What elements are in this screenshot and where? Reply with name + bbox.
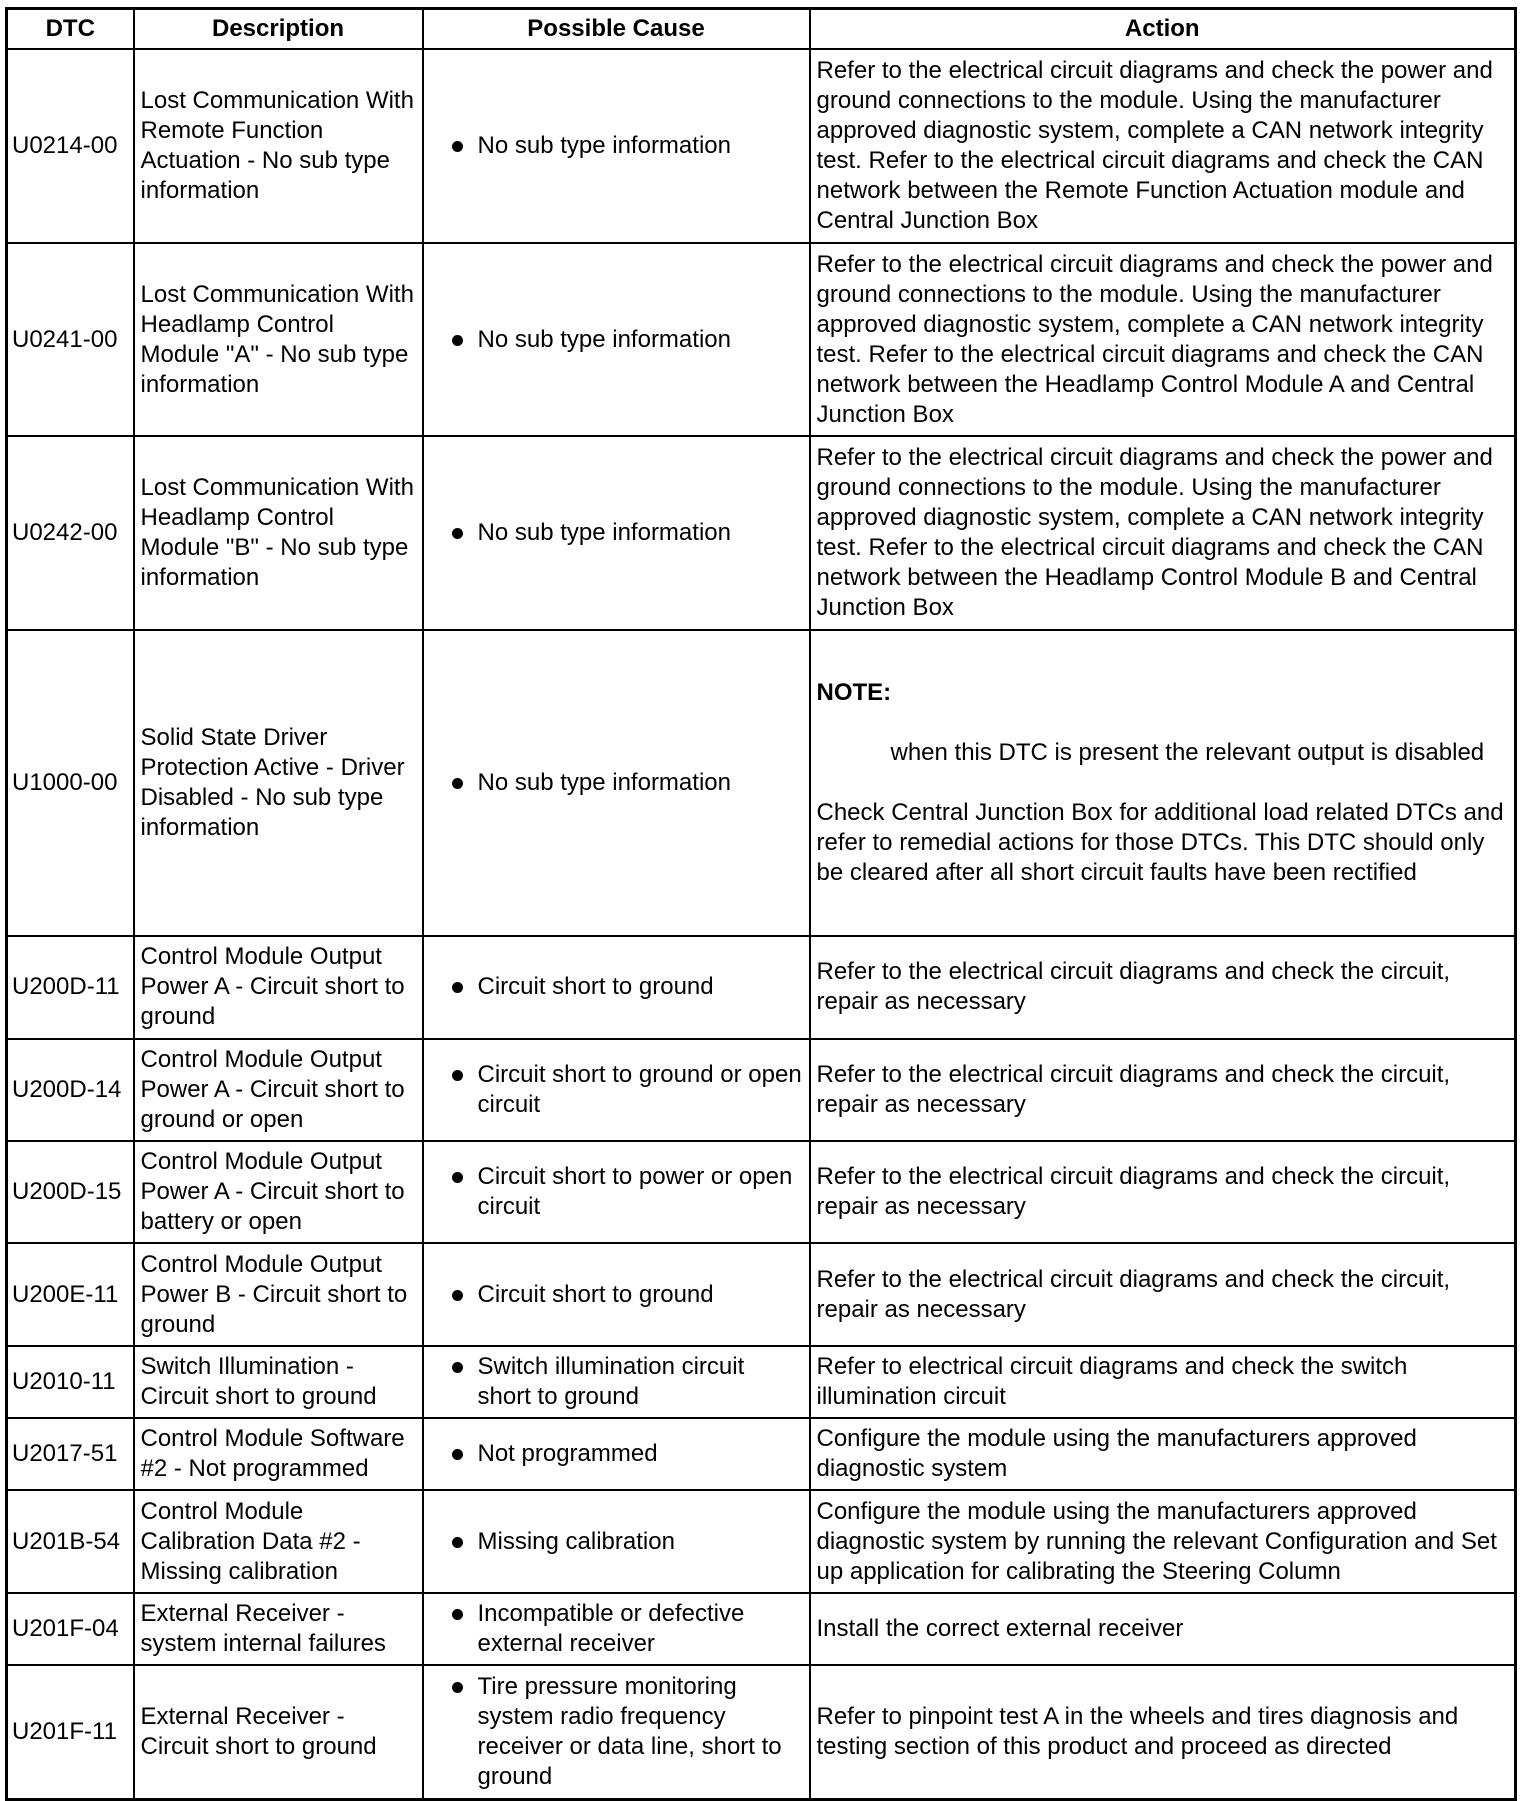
cause-text: Switch illumination circuit short to ground [477,1352,745,1410]
bullet-icon [452,1682,463,1693]
table-row [7,436,1516,630]
dtc-description: Control Module Output Power A - Circuit short to ground [134,936,423,1038]
action-text: Refer to pinpoint test A in the wheels and tires diagnosis and testing section of this product and proceed as directed [810,1665,1516,1800]
dtc-table [5,7,1517,1801]
cause-text: Circuit short to ground or open circuit [477,1060,802,1118]
action-text: Refer to the electrical circuit diagrams and check the power and ground connections to the module. Using the manufacturer approved diagnostic system, complete a CAN network integrity test. Refer to the electrical circuit diagrams and check the CAN network between the Remote Function Actuation module and Central Junction Box [810,49,1516,243]
table-row [7,936,1516,1038]
header-description: Description [134,9,423,50]
dtc-description: Control Module Output Power A - Circuit short to battery or open [134,1141,423,1243]
action-text: Refer to the electrical circuit diagrams and check the circuit, repair as necessary [810,1039,1516,1141]
possible-cause [423,1141,810,1243]
note-label: NOTE: [816,679,892,707]
table-row [7,1593,1516,1665]
cause-text: Incompatible or defective external receiver [477,1599,745,1657]
action-text: Configure the module using the manufacturers approved diagnostic system [810,1418,1516,1490]
bullet-icon [452,982,463,993]
bullet-icon [452,1290,463,1301]
table-row [7,630,1516,936]
dtc-description: Lost Communication With Remote Function Actuation - No sub type information [134,49,423,243]
cause-text: No sub type information [477,325,731,353]
bullet-icon [452,141,463,152]
dtc-description: External Receiver - system internal failures [134,1593,423,1665]
dtc-code: U200D-14 [7,1039,134,1141]
header-possible-cause: Possible Cause [423,9,810,50]
table-row [7,1243,1516,1345]
dtc-code: U2017-51 [7,1418,134,1490]
action-text: Refer to electrical circuit diagrams and check the switch illumination circuit [810,1346,1516,1418]
possible-cause [423,936,810,1038]
action-cell [810,630,1516,936]
cause-text: Circuit short to ground [477,1280,714,1308]
possible-cause [423,1490,810,1592]
table-header-row [7,9,1516,50]
table-row [7,1418,1516,1490]
bullet-icon [452,1070,463,1081]
action-text: Configure the module using the manufacturers approved diagnostic system by running the relevant Configuration and Set up application for calibrating the Steering Column [810,1490,1516,1592]
bullet-icon [452,528,463,539]
dtc-code: U200E-11 [7,1243,134,1345]
action-text: Check Central Junction Box for additional load related DTCs and refer to remedial actions for those DTCs. This DTC should only be cleared after all short circuit faults have been rectified [816,799,1504,887]
dtc-code: U200D-15 [7,1141,134,1243]
cause-text: Missing calibration [477,1527,675,1555]
action-text: Refer to the electrical circuit diagrams and check the circuit, repair as necessary [810,1243,1516,1345]
bullet-icon [452,1172,463,1183]
possible-cause [423,243,810,437]
cause-text: Tire pressure monitoring system radio frequency receiver or data line, short to ground [477,1672,782,1790]
cause-text: No sub type information [477,131,731,159]
bullet-icon [452,1609,463,1620]
cause-text: Circuit short to power or open circuit [477,1163,793,1221]
header-action: Action [810,9,1516,50]
table-row [7,1141,1516,1243]
dtc-code: U200D-11 [7,936,134,1038]
action-text: Refer to the electrical circuit diagrams and check the circuit, repair as necessary [810,936,1516,1038]
dtc-description: External Receiver - Circuit short to ground [134,1665,423,1800]
action-text: Refer to the electrical circuit diagrams and check the circuit, repair as necessary [810,1141,1516,1243]
bullet-icon [452,335,463,346]
cause-text: No sub type information [477,769,731,797]
action-text: Refer to the electrical circuit diagrams and check the power and ground connections to the module. Using the manufacturer approved diagnostic system, complete a CAN network integrity test. Refer to the electrical circuit diagrams and check the CAN network between the Headlamp Control Module A and Central Junction Box [810,243,1516,437]
possible-cause [423,630,810,936]
dtc-description: Control Module Software #2 - Not programmed [134,1418,423,1490]
bullet-icon [452,1362,463,1373]
header-dtc: DTC [7,9,134,50]
dtc-description: Solid State Driver Protection Active - Driver Disabled - No sub type information [134,630,423,936]
bullet-icon [452,1537,463,1548]
possible-cause [423,1593,810,1665]
dtc-code: U2010-11 [7,1346,134,1418]
cause-text: No sub type information [477,519,731,547]
bullet-icon [452,778,463,789]
possible-cause [423,1346,810,1418]
bullet-icon [452,1449,463,1460]
dtc-code: U201B-54 [7,1490,134,1592]
table-row [7,49,1516,243]
dtc-code: U1000-00 [7,630,134,936]
action-text: Refer to the electrical circuit diagrams and check the power and ground connections to the module. Using the manufacturer approved diagnostic system, complete a CAN network integrity test. Refer to the electrical circuit diagrams and check the CAN network between the Headlamp Control Module B and Central Junction Box [810,436,1516,630]
dtc-code: U0242-00 [7,436,134,630]
possible-cause [423,1418,810,1490]
dtc-description: Control Module Output Power B - Circuit short to ground [134,1243,423,1345]
dtc-code: U201F-04 [7,1593,134,1665]
possible-cause [423,1665,810,1800]
dtc-description: Lost Communication With Headlamp Control Module "A" - No sub type information [134,243,423,437]
possible-cause [423,49,810,243]
note-text: when this DTC is present the relevant output is disabled [890,739,1485,767]
dtc-code: U0241-00 [7,243,134,437]
dtc-description: Control Module Output Power A - Circuit short to ground or open [134,1039,423,1141]
dtc-description: Lost Communication With Headlamp Control Module "B" - No sub type information [134,436,423,630]
dtc-code: U201F-11 [7,1665,134,1800]
action-text: Install the correct external receiver [810,1593,1516,1665]
table-row [7,243,1516,437]
dtc-code: U0214-00 [7,49,134,243]
possible-cause [423,1039,810,1141]
table-row [7,1039,1516,1141]
cause-text: Circuit short to ground [477,973,714,1001]
table-row [7,1490,1516,1592]
dtc-description: Switch Illumination - Circuit short to ground [134,1346,423,1418]
table-row [7,1346,1516,1418]
table-row [7,1665,1516,1800]
cause-text: Not programmed [477,1440,658,1468]
possible-cause [423,1243,810,1345]
dtc-description: Control Module Calibration Data #2 - Missing calibration [134,1490,423,1592]
possible-cause [423,436,810,630]
